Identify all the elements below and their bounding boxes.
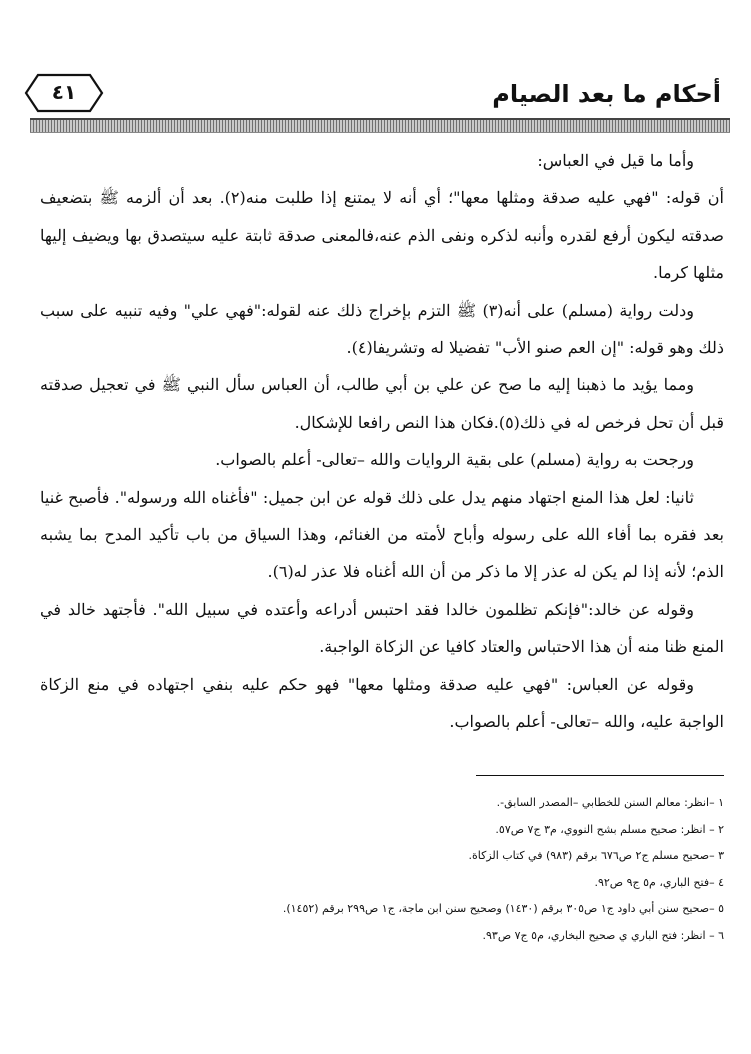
paragraph-7: وقوله عن خالد:"فإنكم تظلمون خالدا فقد احتبس أدراعه وأعتده في سبيل الله". فأجتهد خالد في المنع ظنا منه أن هذا الاحتباس والعتاد كافيا عن الزكاة الواجبة. — [40, 599, 724, 657]
paragraph-8: وقوله عن العباس: "فهي عليه صدقة ومثلها معها" فهو حكم عليه بنفي اجتهاده في منع الزكاة الواجبة عليه، والله –تعالى- أعلم بالصواب. — [40, 674, 724, 732]
page-header — [0, 0, 751, 135]
running-title: أحكام ما بعد الصيام — [492, 80, 721, 108]
paragraph-6: ثانيا: لعل هذا المنع اجتهاد منهم يدل على ذلك قوله عن ابن جميل: "فأغناه الله ورسوله". فأصبح غنيا بعد فقره بما أفاء الله على رسوله وأباح لأمته من الغنائم، وهذا السياق من باب تأكيد المدح بما يشبه الذم؛ لأنه إذا لم يكن له عذر إلا ما ذكر من أن الله أغناه فلا عذر له(٦). — [40, 487, 724, 582]
footnote-2: ٢ – انظر: صحيح مسلم بشح النووي، م٣ ج٧ ص٥٧. — [495, 822, 724, 836]
page-number-badge — [24, 72, 104, 114]
paragraph-3: ودلت رواية (مسلم) على أنه(٣) ﷺ التزم بإخراج ذلك عنه لقوله:"فهي علي" وفيه تنبيه على سبب ذلك وهو قوله: "إن العم صنو الأب" تفضيلا له وتشريفا(٤). — [40, 300, 724, 358]
page-number: ٤١ — [51, 80, 77, 104]
paragraph-5: ورجحت به رواية (مسلم) على بقية الروايات والله –تعالى- أعلم بالصواب. — [215, 450, 694, 470]
header-divider — [30, 118, 730, 133]
paragraph-2: أن قوله: "فهي عليه صدقة ومثلها معها"؛ أي أنه لا يمتنع إذا طلبت منه(٢). بعد أن ألزمه ﷺ بتضعيف صدقته ليكون أرفع لقدره وأنبه لذكره ونفى الذم عنه،فالمعنى صدقة ثابتة عليه سيتصدق بها ويضيف إليها مثلها كرما. — [40, 188, 725, 283]
footnote-6: ٦ – انظر: فتح الباري ي صحيح البخاري، م٥ ج٧ ص٩٣. — [482, 928, 724, 942]
footnote-1: ١ –انظر: معالم السنن للخطابي –المصدر السابق-. — [496, 796, 724, 809]
main-text — [40, 142, 724, 741]
footnote-divider — [476, 775, 724, 776]
footnotes — [40, 790, 724, 949]
paragraph-1: وأما ما قيل في العباس: — [537, 151, 694, 170]
footnote-3: ٣ –صحيح مسلم ج٢ ص٦٧٦ برقم (٩٨٣) في كتاب الزكاة. — [468, 849, 724, 862]
footnote-5: ٥ –صحيح سنن أبي داود ج١ ص٣٠٥ برقم (١٤٣٠) وصحيح سنن ابن ماجة، ج١ ص٢٩٩ برقم (١٤٥٢). — [282, 902, 724, 915]
footnote-4: ٤ –فتح الباري، م٥ ج٩ ص٩٢. — [594, 875, 724, 889]
paragraph-4: ومما يؤيد ما ذهبنا إليه ما صح عن علي بن أبي طالب، أن العباس سأل النبي ﷺ في تعجيل صدقته قبل أن تحل فرخص له في ذلك(٥).فكان هذا النص رافعا للإشكال. — [40, 375, 724, 432]
